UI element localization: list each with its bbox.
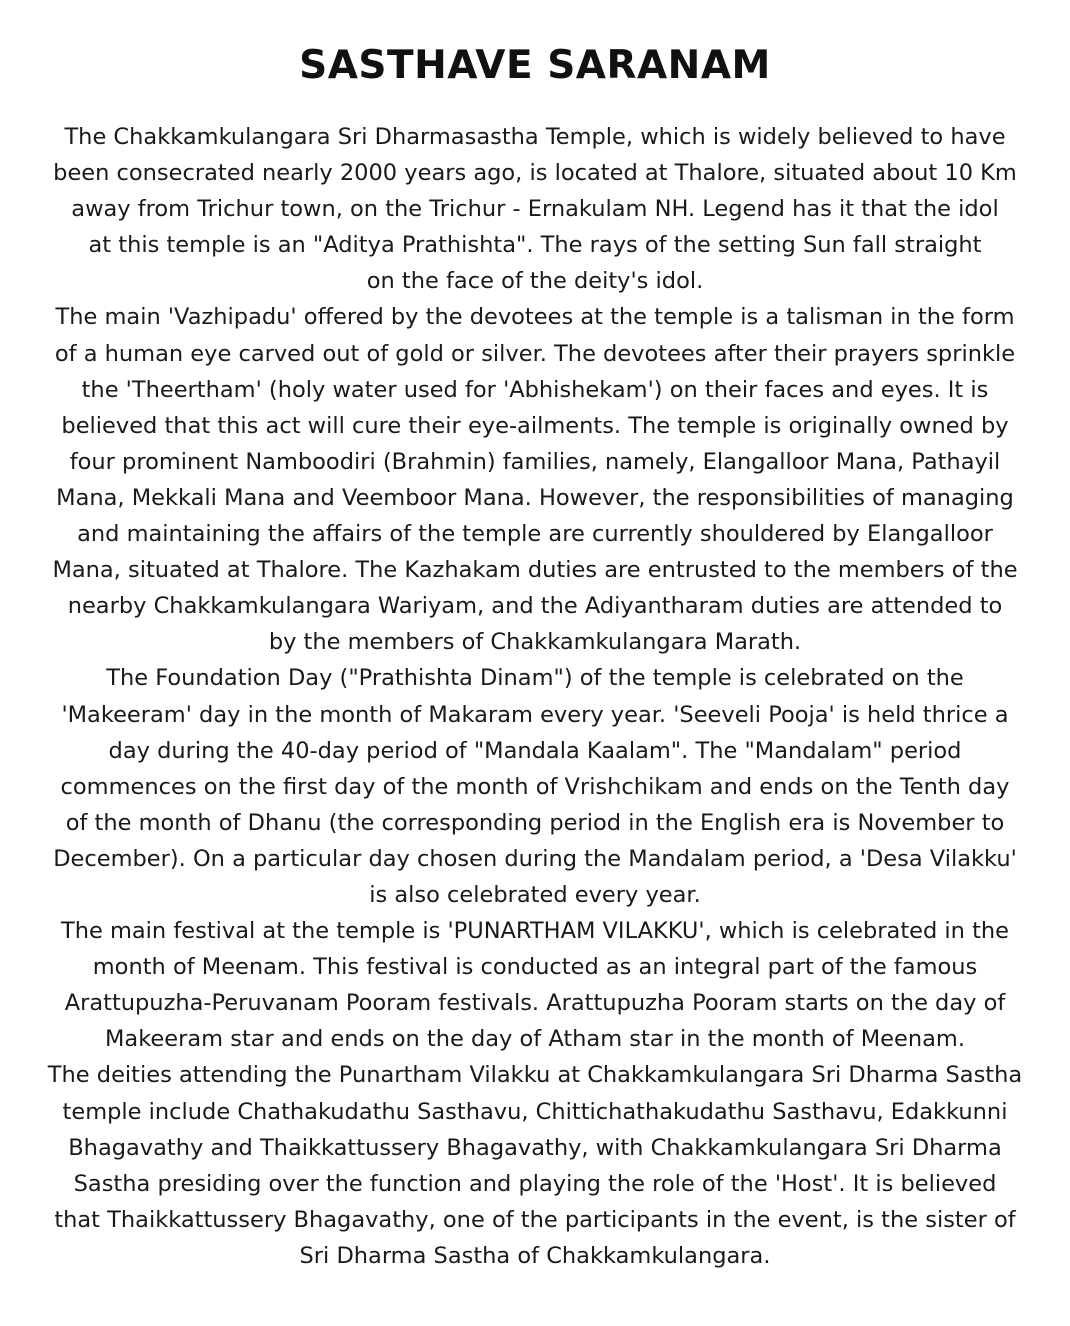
- text-line: month of Meenam. This festival is conducted as an integral part of the famous: [92, 954, 978, 981]
- text-line: temple include Chathakudathu Sasthavu, Chittichathakudathu Sasthavu, Edakkunni: [62, 1098, 1008, 1125]
- text-line: is also celebrated every year.: [369, 881, 701, 908]
- text-line: on the face of the deity's idol.: [366, 268, 704, 295]
- text-line: believed that this act will cure their eye-ailments. The temple is originally owned by: [61, 412, 1009, 439]
- body-text: [40, 119, 1030, 1274]
- text-line: commences on the first day of the month of Vrishchikam and ends on the Tenth day: [60, 773, 1010, 800]
- text-line: nearby Chakkamkulangara Wariyam, and the Adiyantharam duties are attended to: [67, 593, 1003, 620]
- text-line: of a human eye carved out of gold or silver. The devotees after their prayers sprinkle: [54, 340, 1016, 367]
- text-line: The main festival at the temple is 'PUNARTHAM VILAKKU', which is celebrated in the: [60, 918, 1010, 945]
- text-line: Makeeram star and ends on the day of Atham star in the month of Meenam.: [105, 1026, 965, 1053]
- text-line: Mana, situated at Thalore. The Kazhakam duties are entrusted to the members of the: [52, 557, 1018, 584]
- text-line: Arattupuzha-Peruvanam Pooram festivals. Arattupuzha Pooram starts on the day of: [64, 990, 1006, 1017]
- text-line: been consecrated nearly 2000 years ago, is located at Thalore, situated about 10 Km: [53, 160, 1017, 187]
- text-line: by the members of Chakkamkulangara Marath.: [268, 629, 802, 656]
- text-line: four prominent Namboodiri (Brahmin) families, namely, Elangalloor Mana, Pathayil: [69, 448, 1001, 475]
- text-line: away from Trichur town, on the Trichur - Ernakulam NH. Legend has it that the idol: [71, 196, 999, 223]
- text-line: that Thaikkattussery Bhagavathy, one of the participants in the event, is the sister of: [54, 1206, 1016, 1233]
- text-line: the 'Theertham' (holy water used for 'Abhishekam') on their faces and eyes. It is: [81, 376, 989, 403]
- text-line: December). On a particular day chosen during the Mandalam period, a 'Desa Vilakku': [53, 845, 1017, 872]
- text-line: day during the 40-day period of "Mandala Kaalam". The "Mandalam" period: [108, 737, 962, 764]
- text-line: 'Makeeram' day in the month of Makaram every year. 'Seeveli Pooja' is held thrice a: [61, 701, 1009, 728]
- page-title: SASTHAVE SARANAM: [299, 43, 771, 88]
- text-line: The Foundation Day ("Prathishta Dinam") of the temple is celebrated on the: [106, 665, 964, 692]
- text-line: The deities attending the Punartham Vilakku at Chakkamkulangara Sri Dharma Sastha: [47, 1062, 1023, 1089]
- text-line: The Chakkamkulangara Sri Dharmasastha Temple, which is widely believed to have: [64, 124, 1006, 150]
- text-line: The main 'Vazhipadu' offered by the devotees at the temple is a talisman in the form: [55, 304, 1015, 331]
- text-line: and maintaining the affairs of the temple are currently shouldered by Elangalloor: [77, 521, 993, 548]
- text-line: Sastha presiding over the function and playing the role of the 'Host'. It is believed: [73, 1170, 997, 1197]
- text-line: Mana, Mekkali Mana and Veemboor Mana. However, the responsibilities of managing: [56, 484, 1014, 511]
- text-line: Bhagavathy and Thaikkattussery Bhagavathy, with Chakkamkulangara Sri Dharma: [68, 1134, 1002, 1161]
- text-line: at this temple is an "Aditya Prathishta". The rays of the setting Sun fall straight: [88, 232, 982, 259]
- text-line: Sri Dharma Sastha of Chakkamkulangara.: [299, 1242, 771, 1269]
- text-line: of the month of Dhanu (the corresponding period in the English era is November to: [65, 809, 1005, 836]
